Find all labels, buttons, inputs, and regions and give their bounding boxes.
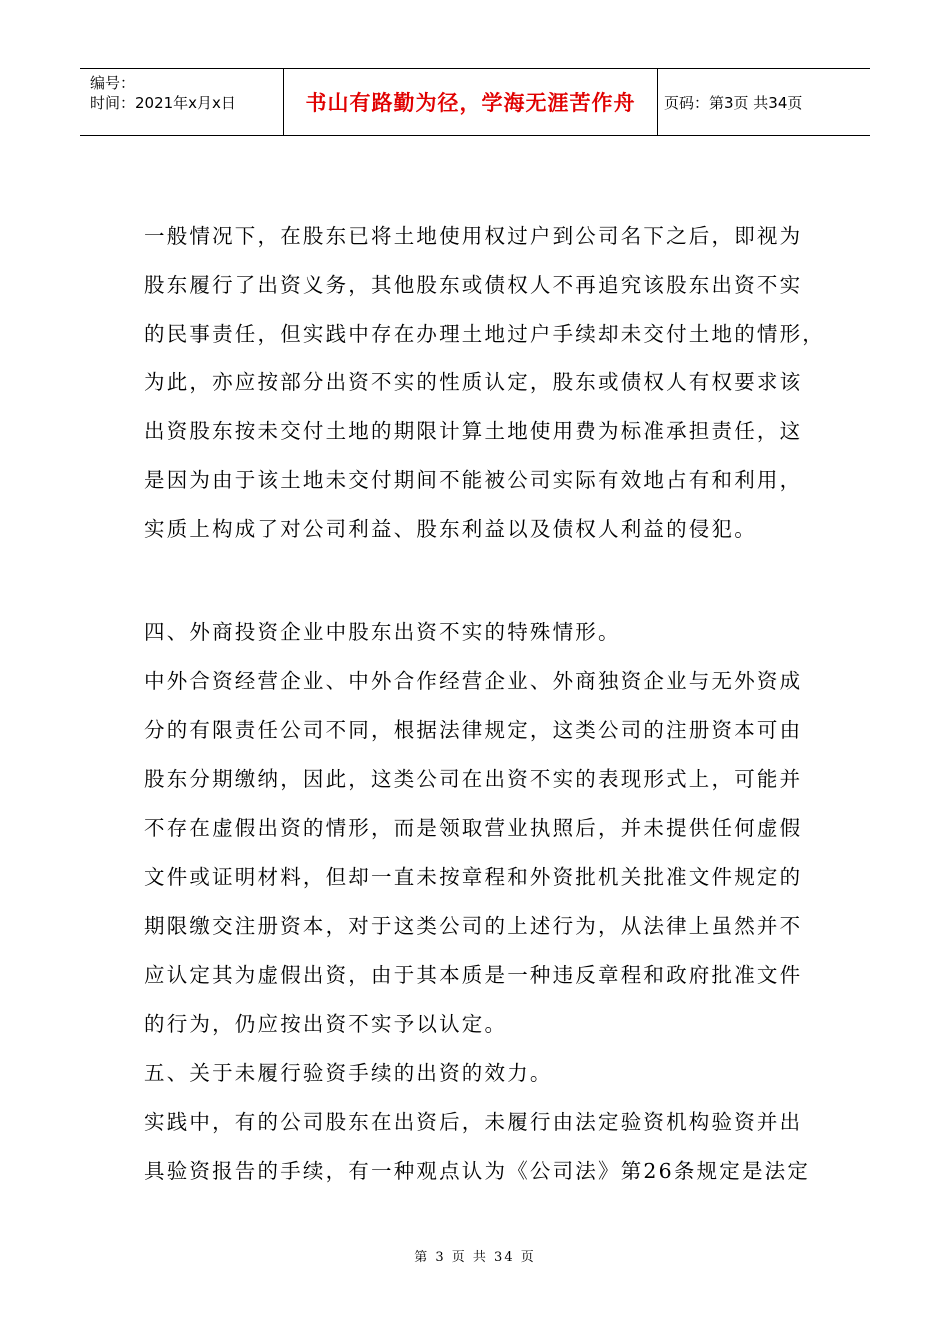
- body-line: 中外合资经营企业、中外合作经营企业、外商独资企业与无外资成: [144, 669, 803, 693]
- header-page-info: 页码：第3页 共34页: [664, 93, 803, 112]
- page-footer: 第 3 页 共 34 页: [414, 1250, 536, 1265]
- body-line: 分的有限责任公司不同，根据法律规定，这类公司的注册资本可由: [144, 718, 803, 742]
- section-heading: 四、外商投资企业中股东出资不实的特殊情形。: [144, 620, 621, 644]
- body-line: 实质上构成了对公司利益、股东利益以及债权人利益的侵犯。: [144, 517, 757, 541]
- body-line: 是因为由于该土地未交付期间不能被公司实际有效地占有和利用，: [144, 468, 803, 492]
- document-number-label: 编号：: [90, 74, 136, 92]
- body-line: 股东履行了出资义务，其他股东或债权人不再追究该股东出资不实: [144, 273, 803, 297]
- body-line: 不存在虚假出资的情形，而是领取营业执照后，并未提供任何虚假: [144, 816, 803, 840]
- section-heading: 五、关于未履行验资手续的出资的效力。: [144, 1061, 553, 1085]
- body-line: 具验资报告的手续，有一种观点认为《公司法》第26条规定是法定: [144, 1159, 811, 1183]
- body-line: 为此，亦应按部分出资不实的性质认定，股东或债权人有权要求该: [144, 370, 803, 394]
- body-line: 应认定其为虚假出资，由于其本质是一种违反章程和政府批准文件: [144, 963, 803, 987]
- body-line: 出资股东按未交付土地的期限计算土地使用费为标准承担责任，这: [144, 419, 803, 443]
- body-line: 期限缴交注册资本，对于这类公司的上述行为，从法律上虽然并不: [144, 914, 803, 938]
- page-header: [80, 68, 870, 136]
- body-line: 股东分期缴纳，因此，这类公司在出资不实的表现形式上，可能并: [144, 767, 803, 791]
- body-line: 文件或证明材料，但却一直未按章程和外资批机关批准文件规定的: [144, 865, 803, 889]
- body-line: 的行为，仍应按出资不实予以认定。: [144, 1012, 508, 1036]
- header-meta: [80, 69, 284, 135]
- body-line: 实践中，有的公司股东在出资后，未履行由法定验资机构验资并出: [144, 1110, 803, 1134]
- header-motto: 书山有路勤为径，学海无涯苦作舟: [284, 69, 658, 135]
- body-line: 的民事责任，但实践中存在办理土地过户手续却未交付土地的情形，: [144, 322, 825, 346]
- document-time-label: 时间：2021年x月x日: [90, 94, 236, 112]
- body-line: 一般情况下，在股东已将土地使用权过户到公司名下之后，即视为: [144, 224, 803, 248]
